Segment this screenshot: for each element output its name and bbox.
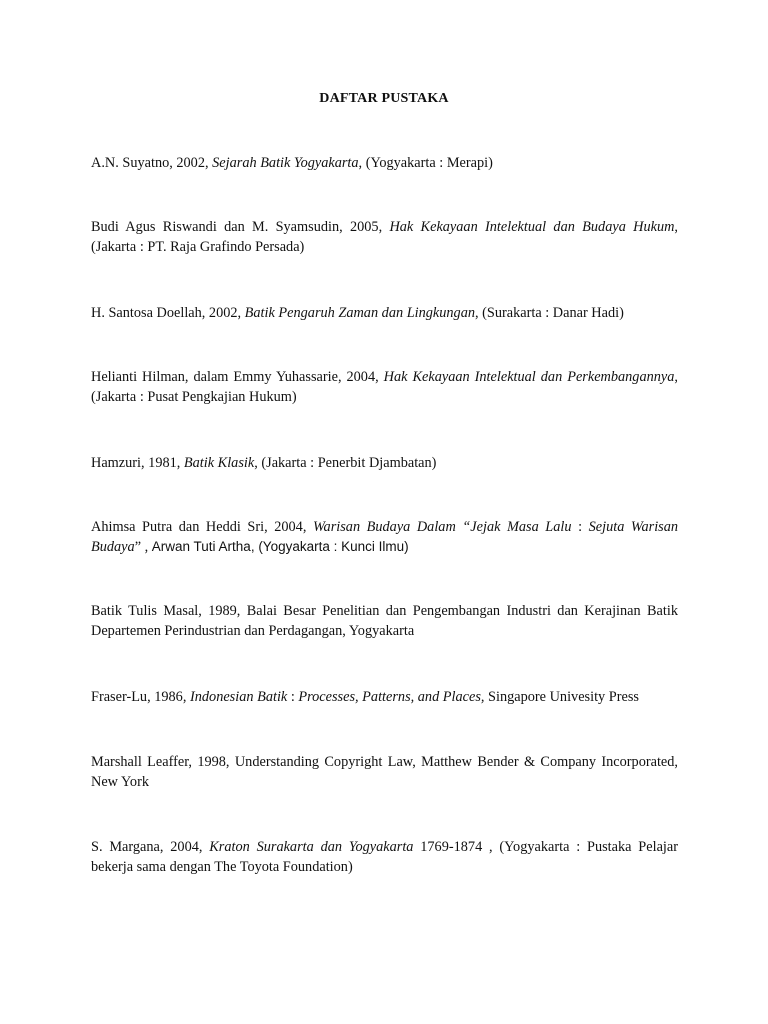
reference-segment: Sejarah Batik Yogyakarta (212, 155, 359, 171)
reference-segment: , (Surakarta : Danar Hadi) (475, 305, 624, 321)
reference-segment: , (Jakarta : Penerbit Djambatan) (254, 455, 437, 471)
reference-segment: : (571, 519, 589, 535)
reference-segment: Helianti Hilman, dalam Emmy Yuhassarie, 2004, (91, 369, 384, 385)
reference-segment: Hamzuri, 1981, (91, 455, 184, 471)
page-title: DAFTAR PUSTAKA (319, 91, 449, 106)
reference-entry (91, 837, 678, 877)
reference-entry (91, 752, 678, 792)
reference-segment: H. Santosa Doellah, 2002, (91, 305, 245, 321)
reference-segment: Warisan Budaya Dalam “Jejak Masa Lalu (312, 519, 572, 535)
reference-segment: Batik Tulis Masal, 1989, Balai Besar Penelitian dan Pengembangan Industri dan Kerajinan Batik Departemen Perindustrian dan Perdagangan, Yogyakarta (91, 603, 678, 639)
reference-segment: Arwan Tuti Artha, (Yogyakarta : Kunci Ilmu) (151, 539, 409, 554)
reference-segment: Processes, Patterns, and Places, (298, 689, 485, 705)
reference-segment: S. Margana, 2004, (91, 839, 210, 855)
reference-segment: Fraser-Lu, 1986, (91, 689, 190, 705)
reference-entry (91, 601, 678, 641)
reference-segment: Batik Pengaruh Zaman dan Lingkungan (244, 305, 475, 321)
reference-entry (91, 367, 678, 407)
reference-entry (91, 217, 678, 257)
reference-segment: Ahimsa Putra dan Heddi Sri, 2004, (91, 519, 313, 535)
reference-segment: Budi Agus Riswandi dan M. Syamsudin, 2005, (91, 219, 390, 235)
reference-segment: , (Jakarta : Pusat Pengkajian Hukum) (91, 369, 678, 405)
reference-segment: Batik Klasik (183, 455, 255, 471)
reference-segment: ” , (134, 539, 152, 555)
reference-segment: Sejuta Warisan Budaya (91, 519, 679, 555)
reference-segment: Kraton Surakarta dan Yogyakarta (209, 839, 414, 855)
reference-entry (91, 517, 678, 557)
reference-entry (91, 687, 678, 707)
reference-segment: , (Yogyakarta : Merapi) (358, 155, 493, 171)
reference-segment: Hak Kekayaan Intelektual dan Perkembangannya (383, 369, 675, 385)
reference-entry (91, 153, 678, 173)
reference-entry (91, 453, 678, 473)
reference-segment: : (287, 689, 299, 705)
reference-segment: , (Jakarta : PT. Raja Grafindo Persada) (91, 219, 678, 255)
reference-segment: Singapore Univesity Press (484, 689, 639, 705)
reference-entry (91, 303, 678, 323)
reference-segment: 1769-1874 , (Yogyakarta : Pustaka Pelajar bekerja sama dengan The Toyota Foundation) (91, 839, 678, 875)
reference-segment: A.N. Suyatno, 2002, (91, 155, 213, 171)
reference-segment: Marshall Leaffer, 1998, Understanding Copyright Law, Matthew Bender & Company Incorporated, New York (91, 754, 678, 790)
reference-segment: Indonesian Batik (189, 689, 288, 705)
reference-segment: Hak Kekayaan Intelektual dan Budaya Hukum (389, 219, 675, 235)
